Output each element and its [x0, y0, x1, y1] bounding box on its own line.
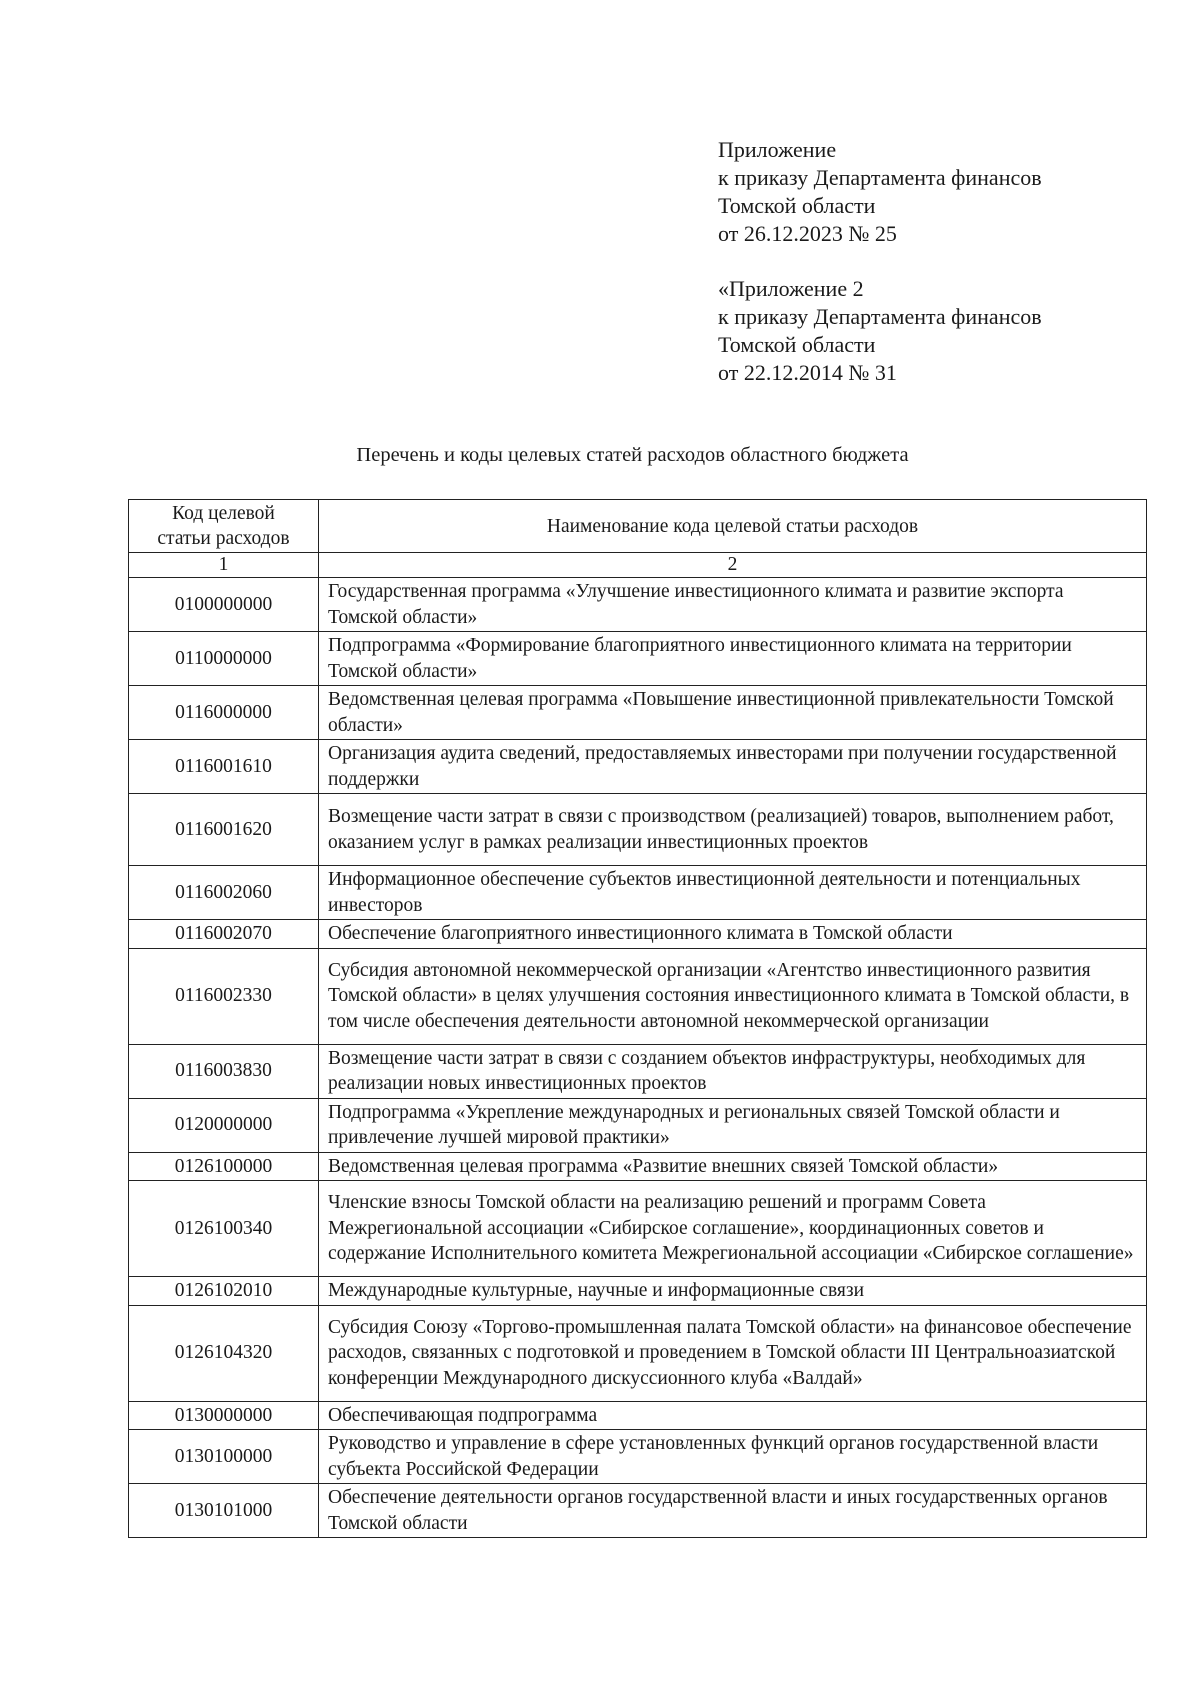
annex-original-reference [718, 275, 1042, 387]
table-row [129, 1152, 1147, 1181]
row-code: 0116000000 [129, 686, 319, 740]
row-code: 0116003830 [129, 1044, 319, 1098]
row-name: Обеспечение деятельности органов государственной власти и иных государственных органов Томской области [319, 1484, 1147, 1538]
table-row [129, 794, 1147, 866]
row-code: 0116001610 [129, 740, 319, 794]
table-row [129, 1277, 1147, 1306]
table-row [129, 948, 1147, 1044]
row-code: 0120000000 [129, 1098, 319, 1152]
annex-line: Томской области [718, 332, 876, 357]
row-code: 0116002330 [129, 948, 319, 1044]
row-name: Подпрограмма «Укрепление международных и региональных связей Томской области и привлечение лучшей мировой практики» [319, 1098, 1147, 1152]
table-row [129, 1484, 1147, 1538]
column-number: 1 [129, 553, 319, 578]
annex-line: к приказу Департамента финансов [718, 165, 1042, 190]
row-code: 0100000000 [129, 578, 319, 632]
row-name: Возмещение части затрат в связи с созданием объектов инфраструктуры, необходимых для реализации новых инвестиционных проектов [319, 1044, 1147, 1098]
row-name: Возмещение части затрат в связи с производством (реализацией) товаров, выполнением работ, оказанием услуг в рамках реализации инвестиционных проектов [319, 794, 1147, 866]
table-row [129, 1401, 1147, 1430]
table-row [129, 578, 1147, 632]
table-row [129, 740, 1147, 794]
table-header-row [129, 500, 1147, 553]
annex-line: Приложение [718, 137, 837, 162]
table-row [129, 632, 1147, 686]
annex-line: от 26.12.2023 № 25 [718, 221, 897, 246]
row-name: Ведомственная целевая программа «Повышение инвестиционной привлекательности Томской области» [319, 686, 1147, 740]
row-code: 0130100000 [129, 1430, 319, 1484]
row-code: 0126102010 [129, 1277, 319, 1306]
row-name: Субсидия автономной некоммерческой организации «Агентство инвестиционного развития Томской области» в целях улучшения состояния инвестиционного климата в Томской области, в том числе обеспечения деятельности автономной некоммерческой организации [319, 948, 1147, 1044]
row-name: Ведомственная целевая программа «Развитие внешних связей Томской области» [319, 1152, 1147, 1181]
table-row [129, 866, 1147, 920]
document-title: Перечень и коды целевых статей расходов областного бюджета [356, 444, 909, 466]
annex-line: Томской области [718, 193, 876, 218]
row-code: 0110000000 [129, 632, 319, 686]
table-row [129, 1044, 1147, 1098]
target-expense-codes-table [128, 499, 1147, 1538]
row-name: Государственная программа «Улучшение инвестиционного климата и развитие экспорта Томской области» [319, 578, 1147, 632]
row-name: Международные культурные, научные и информационные связи [319, 1277, 1147, 1306]
header-code [129, 500, 319, 553]
row-name: Субсидия Союзу «Торгово-промышленная палата Томской области» на финансовое обеспечение расходов, связанных с подготовкой и проведением в Томской области III Центральноазиатской конференции Международного дискуссионного клуба «Валдай» [319, 1305, 1147, 1401]
table-row [129, 686, 1147, 740]
column-number: 2 [319, 553, 1147, 578]
row-code: 0130101000 [129, 1484, 319, 1538]
row-name: Информационное обеспечение субъектов инвестиционной деятельности и потенциальных инвесторов [319, 866, 1147, 920]
annex-line: от 22.12.2014 № 31 [718, 360, 897, 385]
table-row [129, 1181, 1147, 1277]
row-code: 0116002070 [129, 920, 319, 949]
annex-current-reference [718, 136, 1042, 248]
row-name: Руководство и управление в сфере установленных функций органов государственной власти субъекта Российской Федерации [319, 1430, 1147, 1484]
header-code-line: статьи расходов [157, 528, 290, 549]
column-number-row [129, 553, 1147, 578]
row-code: 0126100000 [129, 1152, 319, 1181]
annex-line: «Приложение 2 [718, 276, 864, 301]
row-name: Подпрограмма «Формирование благоприятного инвестиционного климата на территории Томской области» [319, 632, 1147, 686]
row-code: 0116001620 [129, 794, 319, 866]
header-code-line: Код целевой [172, 503, 275, 524]
table-row [129, 1305, 1147, 1401]
row-code: 0126104320 [129, 1305, 319, 1401]
row-name: Организация аудита сведений, предоставляемых инвесторами при получении государственной поддержки [319, 740, 1147, 794]
row-name: Членские взносы Томской области на реализацию решений и программ Совета Межрегиональной ассоциации «Сибирское соглашение», координационных советов и содержание Исполнительного комитета Межрегиональной ассоциации «Сибирское соглашение» [319, 1181, 1147, 1277]
table-row [129, 920, 1147, 949]
table-row [129, 1430, 1147, 1484]
row-code: 0126100340 [129, 1181, 319, 1277]
row-code: 0116002060 [129, 866, 319, 920]
row-code: 0130000000 [129, 1401, 319, 1430]
row-name: Обеспечивающая подпрограмма [319, 1401, 1147, 1430]
header-name: Наименование кода целевой статьи расходов [319, 500, 1147, 553]
table-row [129, 1098, 1147, 1152]
row-name: Обеспечение благоприятного инвестиционного климата в Томской области [319, 920, 1147, 949]
annex-line: к приказу Департамента финансов [718, 304, 1042, 329]
